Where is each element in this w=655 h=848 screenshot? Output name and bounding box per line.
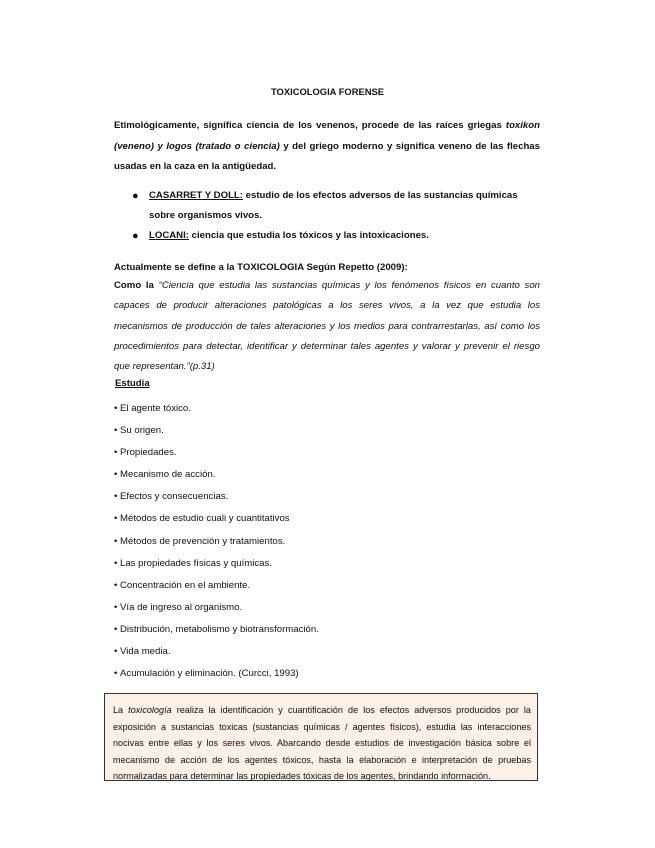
current-definition-heading: Actualmente se define a la TOXICOLOGIA Según Repetto (2009):	[114, 262, 408, 273]
definition-item	[132, 186, 540, 226]
study-item-text: Las propiedades físicas y químicas.	[120, 557, 272, 569]
study-item	[114, 464, 540, 486]
study-item-text: Mecanismo de acción.	[120, 469, 216, 481]
definition-author: CASARRET Y DOLL:	[149, 190, 243, 201]
bullet-icon: •	[114, 646, 118, 658]
study-item-text: Acumulación y eliminación. (Curcci, 1993)	[120, 668, 299, 680]
definition-text: ciencia que estudia los tóxicos y las intoxicaciones.	[188, 230, 429, 241]
summary-lead: La	[113, 705, 129, 715]
quote-lead: Como la	[114, 280, 159, 291]
intro-text-2: y del griego moderno y significa veneno de las flechas usadas en la caza en la antigüedad.	[114, 140, 540, 172]
definitions-list	[132, 186, 540, 246]
bullet-icon: •	[114, 535, 118, 547]
bullet-icon: •	[114, 668, 118, 680]
bullet-icon: •	[114, 491, 118, 503]
study-heading: Estudia	[115, 378, 150, 389]
bullet-icon: •	[114, 425, 118, 437]
study-item-text: Vida media.	[120, 646, 171, 658]
study-item	[114, 663, 540, 685]
study-item-text: Efectos y consecuencias.	[120, 491, 229, 503]
bullet-icon: •	[114, 513, 118, 525]
definition-author: LOCANI:	[149, 230, 189, 241]
study-item	[114, 486, 540, 508]
bullet-icon: •	[114, 601, 118, 613]
definition-text: estudio de los efectos adversos de las sustancias químicas sobre organismos vivos.	[149, 190, 518, 221]
study-item	[114, 531, 540, 553]
definition-item	[132, 226, 540, 246]
bullet-icon: •	[114, 623, 118, 635]
summary-box	[104, 693, 538, 781]
study-item	[114, 553, 540, 575]
quote-paragraph	[114, 276, 540, 377]
study-list	[114, 398, 540, 685]
bullet-icon: ●	[132, 230, 139, 242]
bullet-icon: •	[114, 403, 118, 414]
study-item-text: Distribución, metabolismo y biotransformación.	[120, 623, 319, 635]
study-item-text: Métodos de prevención y tratamientos.	[120, 535, 286, 547]
study-item	[114, 442, 540, 464]
study-item	[114, 641, 540, 663]
study-item	[114, 398, 540, 420]
summary-italic: toxicología	[128, 705, 172, 715]
study-item	[114, 597, 540, 619]
study-item-text: Concentración en el ambiente.	[120, 579, 251, 591]
summary-text: realiza la identificación y cuantificación de los efectos adversos producidos por la exposición a sustancias toxicas (sustancias químicas / agentes físicos), estudia las interacciones nocivas entre ellas y los seres vivos. Abarcando desde estudios de investigación básica sobre el mecanismo de acción de los agentes tóxicos, hasta la elaboración e interpretación de pruebas normalizadas para determinar las propiedades tóxicas de los agentes, brindando información.	[113, 705, 531, 782]
study-item	[114, 575, 540, 597]
bullet-icon: •	[114, 447, 118, 459]
study-item-text: Métodos de estudio cuali y cuantitativos	[120, 513, 290, 525]
study-item-text: Su origen.	[120, 425, 164, 437]
intro-italic: toxikon (veneno) y logos (tratado o ciencia)	[114, 120, 540, 152]
study-item	[114, 508, 540, 530]
intro-paragraph	[114, 116, 540, 178]
bullet-icon: •	[114, 579, 118, 591]
bullet-icon: •	[114, 557, 118, 569]
study-item	[114, 420, 540, 442]
intro-text-1: Etimológicamente, significa ciencia de los venenos, procede de las raíces griegas	[114, 120, 506, 131]
study-item-text: Propiedades.	[120, 447, 177, 459]
bullet-icon: ●	[132, 190, 139, 202]
study-item-text: El agente tóxico.	[120, 403, 191, 414]
document-title: TOXICOLOGIA FORENSE	[270, 86, 385, 97]
study-item-text: Vía de ingreso al organismo.	[120, 601, 243, 613]
quote-text: “Ciencia que estudia las sustancias químicas y los fenómenos físicos en cuanto son capaces de producir alteraciones patológicas a los seres vivos, a la vez que estudia los mecanismos de producción de tales alteraciones y los medios para contrarrestarlas, así como los procedimientos para detectar, identificar y determinar tales agentes y valorar y prevenir el riesgo que representan.”(p.31)	[114, 280, 540, 373]
bullet-icon: •	[114, 469, 118, 481]
study-item	[114, 619, 540, 641]
